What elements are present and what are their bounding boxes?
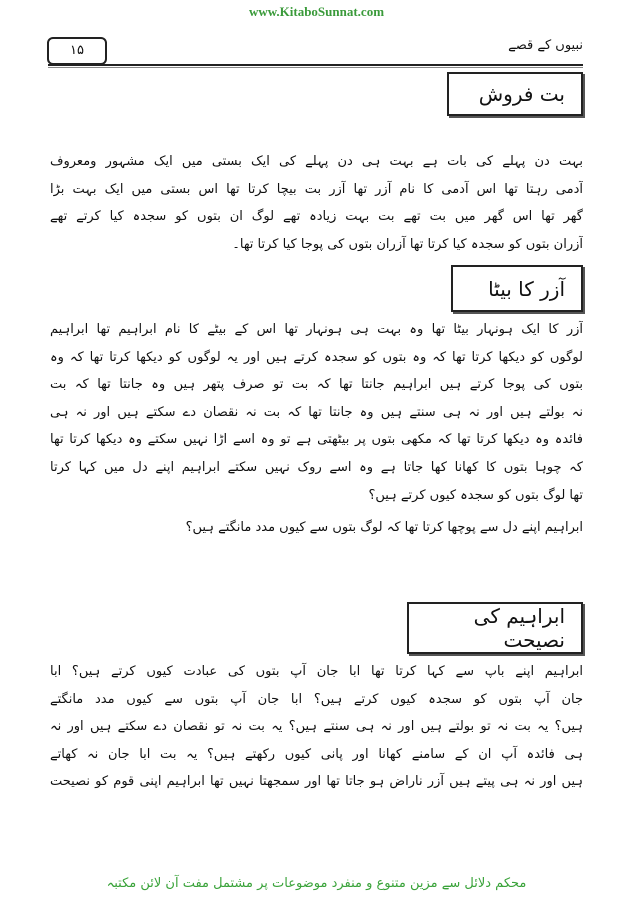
section-heading-1: بت فروش	[447, 72, 583, 116]
text-line: ہی فائدہ آپ ان کے سامنے کھانا اور پانی کیوں رکھتے ہیں؟ یہ بت ابا جان نہ کھاتے	[50, 746, 583, 762]
text-line: ابراہیم اپنے باپ سے کہا کرتا تھا ابا جان آپ بتوں کی عبادت کیوں کرتے ہیں؟ ابا	[50, 664, 583, 679]
running-head: نبیوں کے قصے	[508, 38, 583, 53]
section-2-paragraph	[50, 316, 583, 542]
text-line: ہیں؟ یہ بت نہ تو بولتے ہیں اور نہ ہی سنتے ہیں؟ یہ بت نہ تو نقصان دے سکتے ہیں اور نہ	[50, 719, 583, 735]
text-line: گھر تھا اس گھر میں بت تھے بت بہت زیادہ تھے لوگ ان بتوں کو سجدہ کیا کرتے تھے	[50, 209, 583, 225]
text-line: آزران بتوں کو سجدہ کیا کرتا تھا آزران بتوں کی پوجا کیا کرتا تھا۔	[232, 236, 583, 252]
text-line: تھا لوگ بتوں کو سجدہ کیوں کرتے ہیں؟	[368, 487, 583, 503]
text-line: نہ بولتے ہیں اور نہ ہی سنتے ہیں وہ جانتا تھا کہ بت نہ نقصان دے سکتے ہیں اور نہ ہی	[50, 404, 583, 420]
header-rule-thin	[48, 67, 583, 68]
text-line: کہ چوہا بتوں کا کھانا کھا جاتا ہے وہ اسے روک نہیں سکتے ابراہیم اپنے دل میں کہا کرتا	[50, 459, 583, 475]
site-url-watermark: www.KitaboSunnat.com	[248, 4, 385, 19]
text-line: بتوں کی پوجا کرتے ہیں ابراہیم جانتا تھا کہ بت تو صرف پتھر ہیں وہ جانتا تھا کہ بت	[50, 377, 583, 393]
text-line: بہت دن پہلے کی بات ہے بہت ہی دن پہلے کی ایک بستی میں ایک مشہور ومعروف	[50, 154, 583, 169]
page-number: ۱۵	[47, 37, 107, 65]
text-line: فائدہ وہ دیکھا کرتا تھا کہ مکھی بتوں پر بیٹھتی ہے تو وہ اسے اڑا نہیں سکتے وہ دیکھا کرتا تھا	[50, 432, 583, 448]
section-heading-3: ابراہیم کی نصیحت	[407, 602, 583, 654]
section-3-paragraph	[50, 658, 583, 796]
text-line: آدمی رہتا تھا اس آدمی کا نام آزر تھا آزر بت بیچا کرتا تھا اس بستی میں ایک بہت بڑا	[50, 181, 583, 197]
text-line: ابراہیم اپنے دل سے پوچھا کرتا تھا کہ لوگ بتوں سے کیوں مدد مانگتے ہیں؟	[185, 520, 583, 536]
text-line: آزر کا ایک ہونہار بیٹا تھا وہ بہت ہی ہونہار تھا اس کے بیٹے کا نام ابراہیم تھا ابراہیم	[50, 322, 583, 337]
footer-tagline: محکم دلائل سے مزین متنوع و منفرد موضوعات پر مشتمل مفت آن لائن مکتبہ	[106, 876, 527, 891]
text-line: لوگوں کو دیکھا کرتا تھا کہ وہ بتوں کو سجدہ کرتے ہیں اور یہ لوگوں کو دیکھا کرتا تھا کہ وہ	[50, 349, 583, 365]
text-line: جان آپ بتوں کو سجدہ کیوں کرتے ہیں؟ ابا جان آپ بتوں سے کیوں مدد مانگتے	[50, 691, 583, 707]
section-heading-2: آزر کا بیٹا	[451, 265, 583, 312]
header-rule	[48, 64, 583, 66]
text-line: ہیں اور نہ ہی پیتے ہیں آزر ناراض ہو جاتا تھا اور سمجھتا نہیں تھا ابراہیم اپنی قوم کو نصیحت	[50, 774, 583, 790]
section-1-paragraph	[50, 148, 583, 258]
